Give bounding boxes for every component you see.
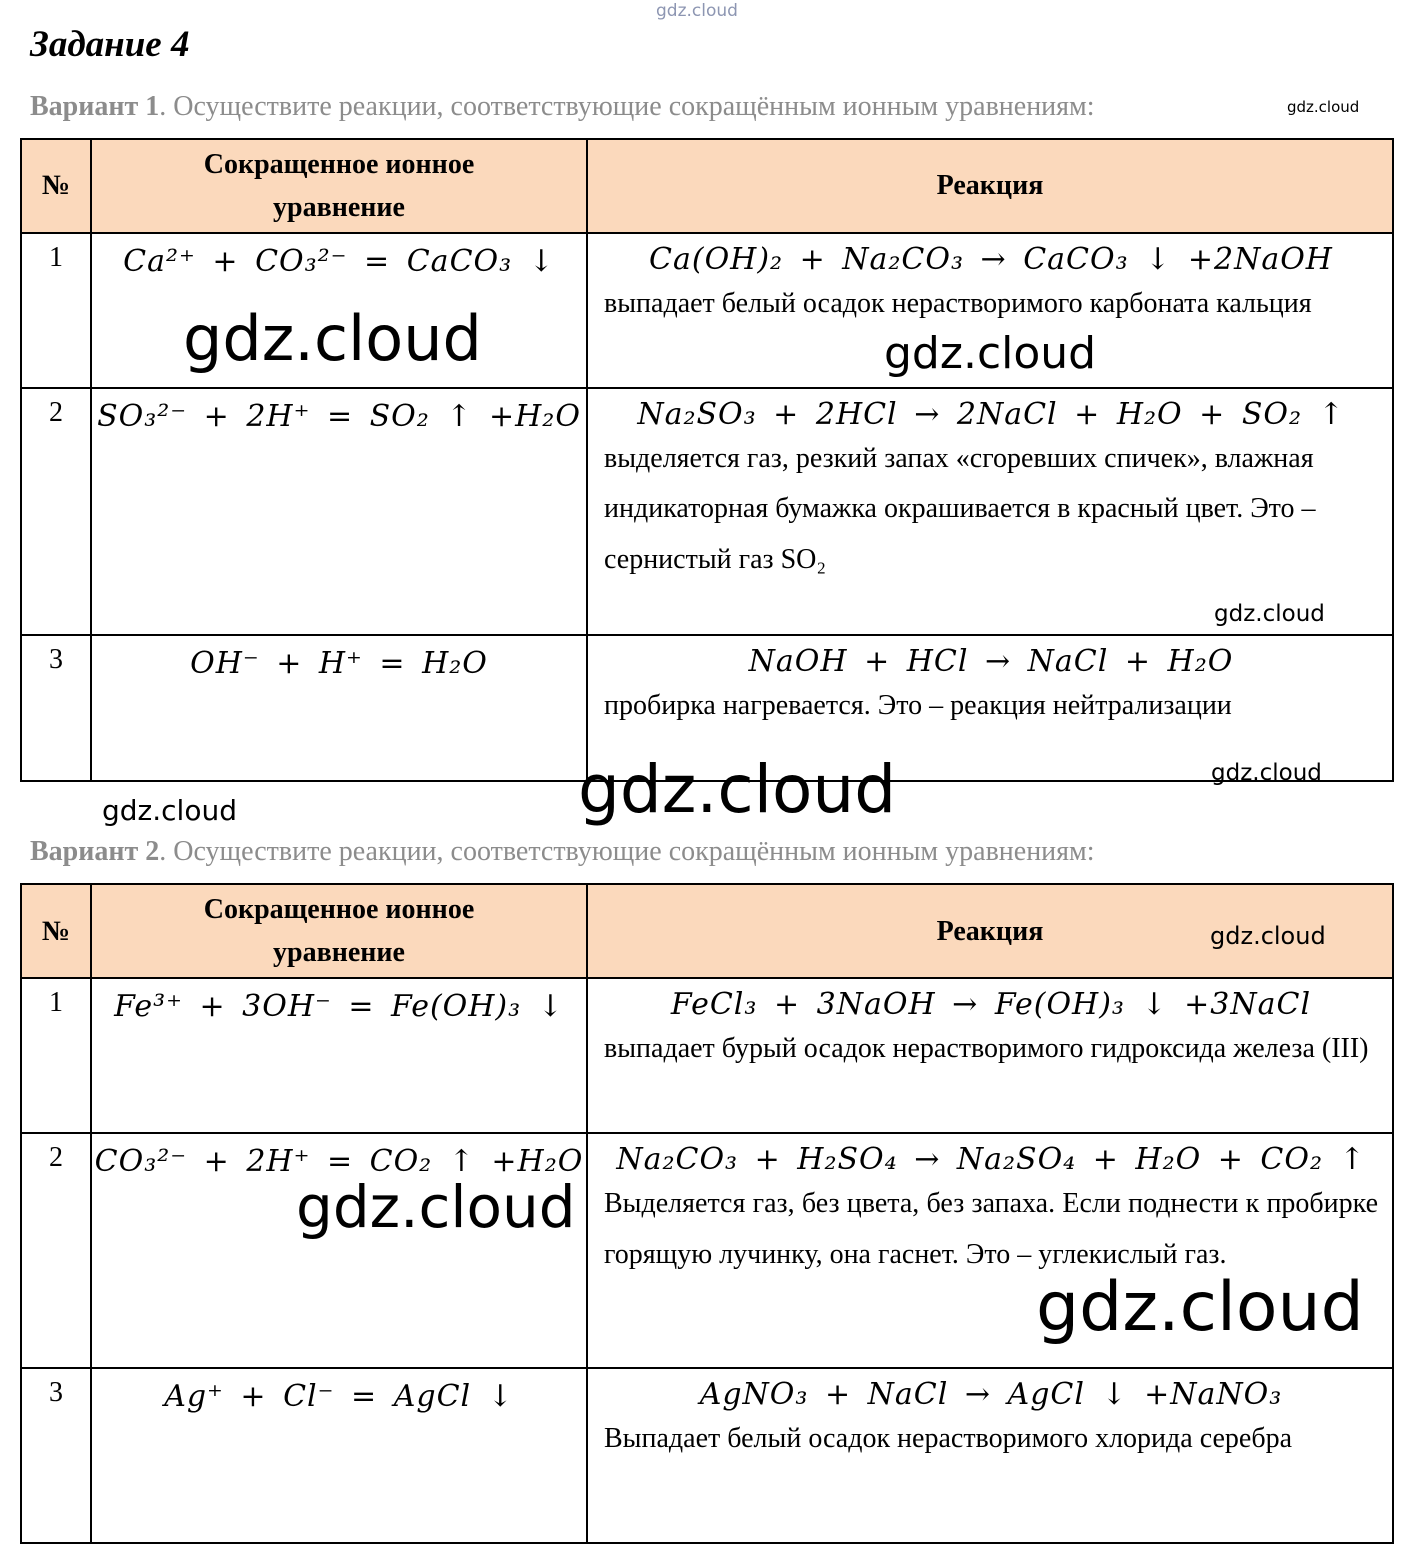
watermark: gdz.cloud (1214, 601, 1325, 627)
watermark: gdz.cloud (183, 302, 482, 375)
row-number: 3 (21, 635, 91, 781)
reaction-equation: Na₂SO₃ + 2HCl → 2NaCl + H₂O + SO₂ ↑ (637, 396, 1345, 432)
row-number: 1 (21, 978, 91, 1133)
column-header-reaction: Реакция (587, 139, 1393, 233)
table-row (21, 233, 1393, 388)
ionic-equation: Ag⁺ + Cl⁻ = AgCl ↓ (164, 1379, 514, 1415)
row-number: 2 (21, 1133, 91, 1368)
reaction-equation: Na₂CO₃ + H₂SO₄ → Na₂SO₄ + H₂O + CO₂ ↑ (616, 1142, 1366, 1178)
table-row (21, 978, 1393, 1133)
ionic-equation: Fe³⁺ + 3OH⁻ = Fe(OH)₃ ↓ (114, 989, 564, 1025)
column-header-number: № (21, 139, 91, 233)
watermark: gdz.cloud (578, 751, 897, 828)
table-row (21, 1133, 1393, 1368)
variant2-label: Вариант 2 (30, 835, 160, 867)
row-number: 3 (21, 1368, 91, 1543)
column-header-equation: Сокращенное ионное уравнение (91, 884, 587, 978)
reaction-equation: Ca(OH)₂ + Na₂CO₃ → CaCO₃ ↓ +2NaOH (649, 241, 1333, 277)
variant1-header-row (21, 139, 1393, 233)
page-title: Задание 4 (30, 24, 190, 65)
column-header-reaction: Реакция (587, 884, 1393, 978)
ionic-equation: OH⁻ + H⁺ = H₂O (190, 645, 488, 681)
ionic-equation: CO₃²⁻ + 2H⁺ = CO₂ ↑ +H₂O (94, 1144, 584, 1180)
variant2-instruction: . Осуществите реакции, соответствующие сокращённым ионным уравнениям: (159, 835, 1095, 867)
watermark: gdz.cloud (1211, 760, 1322, 786)
variant2-heading (30, 834, 1394, 870)
reaction-note: Выделяется газ, без цвета, без запаха. Если поднести к пробирке горящую лучинку, она гаснет. Это – углекислый газ. (604, 1188, 1378, 1270)
variant1-instruction: . Осуществите реакции, соответствующие сокращённым ионным уравнениям: (159, 90, 1095, 122)
ionic-equation: SO₃²⁻ + 2H⁺ = SO₂ ↑ +H₂O (97, 398, 581, 434)
watermark: gdz.cloud (1036, 1268, 1364, 1347)
row-number: 2 (21, 388, 91, 635)
watermark: gdz.cloud (296, 1173, 576, 1241)
reaction-equation: AgNO₃ + NaCl → AgCl ↓ +NaNO₃ (699, 1377, 1283, 1413)
reaction-note: выпадает бурый осадок нерастворимого гидроксида железа (III) (604, 1033, 1369, 1065)
reaction-equation: FeCl₃ + 3NaOH → Fe(OH)₃ ↓ +3NaCl (670, 987, 1312, 1023)
watermark: gdz.cloud (102, 794, 237, 827)
reaction-equation: NaOH + HCl → NaCl + H₂O (748, 643, 1234, 679)
table-row (21, 1368, 1393, 1543)
watermark: gdz.cloud (1287, 98, 1360, 116)
table-row (21, 388, 1393, 635)
ionic-equation: Ca²⁺ + CO₃²⁻ = CaCO₃ ↓ (123, 243, 555, 279)
watermark: gdz.cloud (884, 328, 1097, 379)
reaction-note: выпадает белый осадок нерастворимого карбоната кальция (604, 287, 1312, 319)
variant1-heading (30, 89, 1394, 125)
variant1-table (20, 138, 1394, 782)
table-row (21, 635, 1393, 781)
watermark: gdz.cloud (656, 1, 738, 21)
variant2-header-row (21, 884, 1393, 978)
reaction-note: выделяется газ, резкий запах «сгоревших спичек», влажная индикаторная бумажка окрашивается в красный цвет. Это – сернистый газ SO₂ (604, 442, 1316, 575)
row-number: 1 (21, 233, 91, 388)
column-header-number: № (21, 884, 91, 978)
variant1-label: Вариант 1 (30, 90, 160, 122)
column-header-equation: Сокращенное ионное уравнение (91, 139, 587, 233)
reaction-note: Выпадает белый осадок нерастворимого хлорида серебра (604, 1423, 1293, 1455)
watermark: gdz.cloud (1210, 922, 1326, 950)
variant2-table (20, 883, 1394, 1544)
reaction-note: пробирка нагревается. Это – реакция нейтрализации (604, 689, 1232, 721)
